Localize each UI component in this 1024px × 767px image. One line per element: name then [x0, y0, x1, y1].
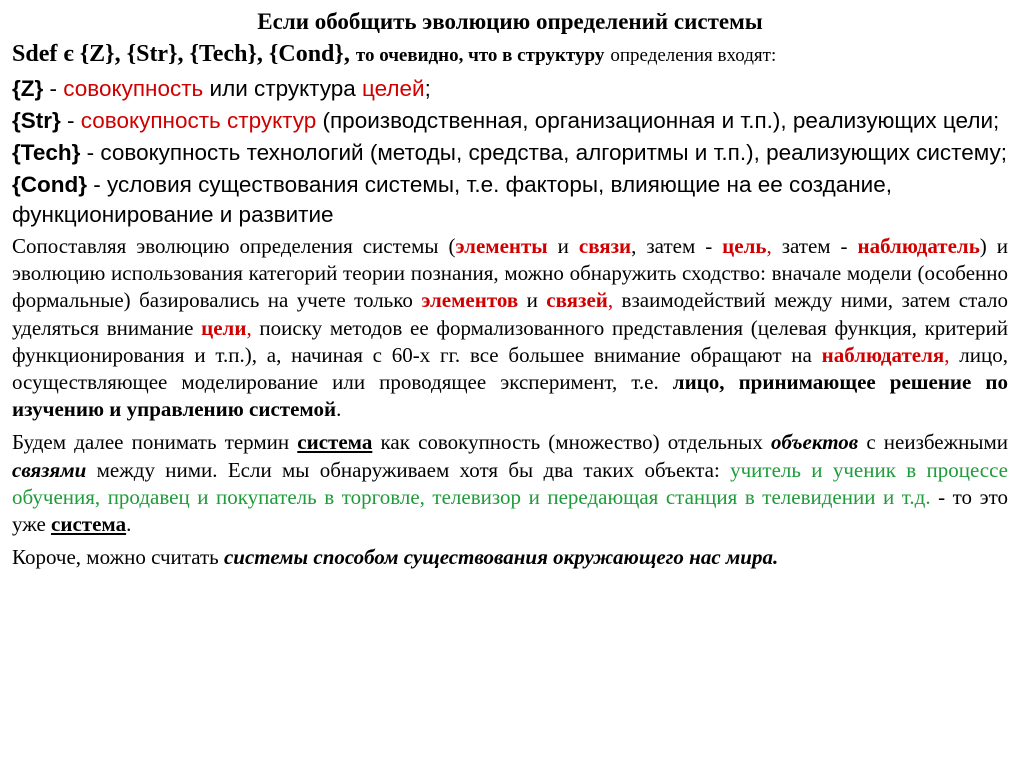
p2-links: связями — [12, 457, 87, 482]
paragraph-system-definition — [12, 429, 1008, 538]
p1-bold-end: лицо, принимающее решение по изучению и управлению системой — [12, 370, 1008, 422]
p1-t3: , затем - — [631, 234, 723, 258]
p1-t6: и — [518, 288, 547, 313]
p2-t1: Будем далее понимать термин — [12, 430, 298, 455]
p1-comma4: , — [944, 342, 950, 367]
p1-observer2: наблюдателя — [821, 342, 945, 367]
p1-t5: ) и эволюцию использования категорий теории познания, можно обнаружить сходство: вначале модели (особенно формальные) базировались на учете только — [12, 234, 1008, 313]
p1-t8: поиску методов ее формализованного представления (целевая функция, критерий функционирования и т.п.), а, начиная с 60-х гг. все большее внимание обращают на — [12, 315, 1008, 367]
p2-system: система — [297, 430, 373, 455]
p1-t4: затем - — [771, 234, 858, 258]
p1-period: . — [336, 397, 342, 422]
p1-comma1: , — [766, 234, 772, 258]
p1-t1: Сопоставляя эволюцию определения системы ( — [12, 234, 456, 258]
p2-objects: объектов — [771, 430, 859, 455]
def-key-cond: {Cond} — [12, 172, 87, 197]
def-z-end: ; — [424, 76, 431, 101]
def-cond-rest: - условия существования системы, т.е. факторы, влияющие на ее создание, функционирование и развитие — [12, 172, 893, 227]
sdef-line — [12, 38, 1008, 72]
sdef-tail: определения входят: — [610, 45, 777, 66]
p1-elements: элементы — [455, 234, 548, 258]
def-str-red: совокупность структур — [80, 108, 317, 133]
def-key-z: {Z} — [12, 76, 44, 101]
p1-observer: наблюдатель — [857, 234, 980, 258]
sdef-formula: Sdef є {Z}, {Str}, {Tech}, {Cond}, — [12, 41, 350, 67]
def-str-dash: - — [60, 108, 81, 133]
p2-t5: - то это уже — [12, 484, 1009, 537]
def-z-red-2: целей — [362, 76, 425, 101]
p2-system2: система — [51, 512, 127, 537]
paragraph-conclusion — [12, 544, 1008, 571]
def-tech-rest: - совокупность технологий (методы, средства, алгоритмы и т.п.), реализующих систему; — [80, 140, 1007, 165]
p2-examples: учитель и ученик в процессе обучения, продавец и покупатель в торговле, телевизор и передающая станция в телевидении и т.д. — [12, 457, 1009, 509]
p2-t4: между ними. Если мы обнаруживаем хотя бы два таких объекта: — [86, 457, 731, 482]
def-z-dash: - — [43, 76, 64, 101]
p3-emphasis: системы способом существования окружающего нас мира. — [223, 545, 779, 570]
p1-t7: взаимодействий между ними, затем стало уделяться внимание — [12, 288, 1008, 340]
p1-links: связи — [578, 234, 632, 258]
definition-cond — [12, 170, 1008, 230]
p2-t3: с неизбежными — [858, 430, 1009, 455]
p1-goal2: цели — [201, 315, 247, 340]
sdef-lead: то очевидно, что в структуру — [355, 45, 605, 66]
p1-elements2: элементов — [421, 288, 519, 313]
definition-tech — [12, 138, 1008, 168]
slide-title: Если обобщить эволюцию определений системы — [257, 9, 763, 34]
definition-z — [12, 74, 1008, 104]
def-key-tech: {Tech} — [12, 140, 81, 165]
p1-links2: связей — [546, 288, 608, 313]
p1-t2: и — [547, 234, 579, 258]
p1-goal: цель — [722, 234, 767, 258]
p1-comma2: , — [607, 288, 614, 313]
p1-t9: лицо, осуществляющее моделирование или проводящее эксперимент, т.е. — [12, 342, 1008, 395]
def-z-mid: или структура — [203, 76, 363, 101]
def-str-rest: (производственная, организационная и т.п.), реализующих цели; — [316, 108, 1000, 133]
p1-comma3: , — [246, 315, 252, 340]
p2-period: . — [126, 512, 132, 537]
p2-t2: как совокупность (множество) отдельных — [372, 430, 771, 455]
def-z-red-1: совокупность — [63, 76, 204, 101]
def-key-str: {Str} — [12, 108, 61, 133]
definition-str — [12, 106, 1008, 136]
p3-t1: Короче, можно считать — [12, 545, 224, 570]
paragraph-evolution — [12, 233, 1008, 423]
